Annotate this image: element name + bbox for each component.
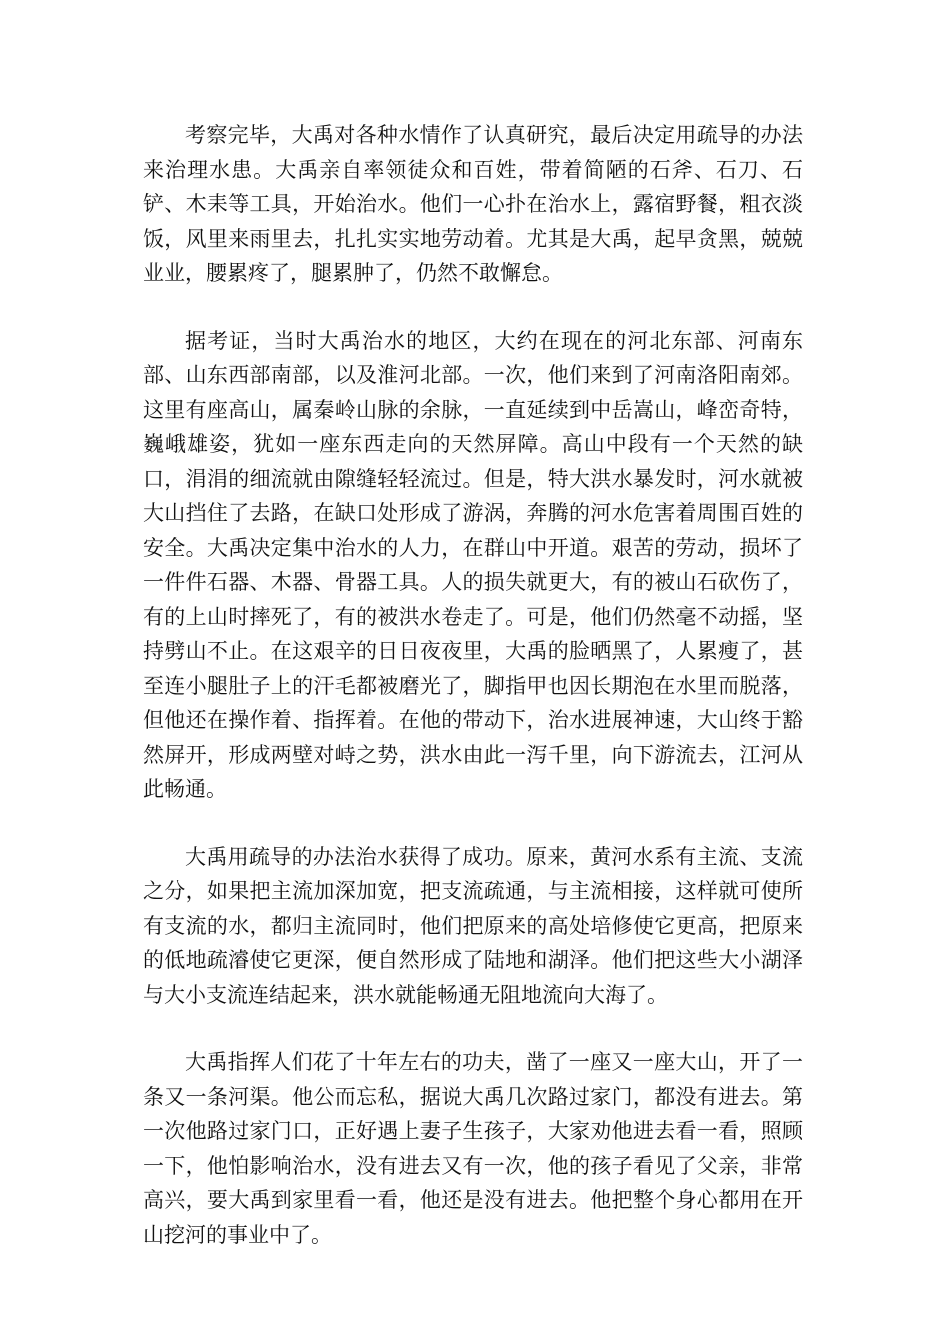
paragraph-survey-completed: 考察完毕，大禹对各种水情作了认真研究，最后决定用疏导的办法来治理水患。大禹亲自率领徒众和百姓，带着简陋的石斧、石刀、石铲、木耒等工具，开始治水。他们一心扑在治水上，露宿野餐，粗衣淡饭，风里来雨里去，扎扎实实地劳动着。尤其是大禹，起早贪黑，兢兢业业，腰累疼了，腿累肿了，仍然不敢懈怠。 <box>143 123 803 285</box>
paragraph-flood-region: 据考证，当时大禹治水的地区，大约在现在的河北东部、河南东部、山东西部南部，以及淮河北部。一次，他们来到了河南洛阳南郊。这里有座高山，属秦岭山脉的余脉，一直延续到中岳嵩山，峰峦奇特，巍峨雄姿，犹如一座东西走向的天然屏障。高山中段有一个天然的缺口，涓涓的细流就由隙缝轻轻流过。但是，特大洪水暴发时，河水就被大山挡住了去路，在缺口处形成了游涡，奔腾的河水危害着周围百姓的安全。大禹决定集中治水的人力，在群山中开道。艰苦的劳动，损坏了一件件石器、木器、骨器工具。人的损失就更大，有的被山石砍伤了，有的上山时摔死了，有的被洪水卷走了。可是，他们仍然毫不动摇，坚持劈山不止。在这艰辛的日日夜夜里，大禹的脸晒黑了，人累瘦了，甚至连小腿肚子上的汗毛都被磨光了，脚指甲也因长期泡在水里而脱落，但他还在操作着、指挥着。在他的带动下，治水进展神速，大山终于豁然屏开，形成两壁对峙之势，洪水由此一泻千里，向下游流去，江河从此畅通。 <box>143 328 803 801</box>
document-body <box>143 118 803 1252</box>
paragraph-passing-home: 大禹指挥人们花了十年左右的功夫，凿了一座又一座大山，开了一条又一条河渠。他公而忘私，据说大禹几次路过家门，都没有进去。第一次他路过家门口，正好遇上妻子生孩子，大家劝他进去看一看，照顾一下，他怕影响治水，没有进去又有一次，他的孩子看见了父亲，非常高兴，要大禹到家里看一看，他还是没有进去。他把整个身心都用在开山挖河的事业中了。 <box>143 1050 803 1247</box>
paragraph-dredging-success: 大禹用疏导的办法治水获得了成功。原来，黄河水系有主流、支流之分，如果把主流加深加宽，把支流疏通，与主流相接，这样就可使所有支流的水，都归主流同时，他们把原来的高处培修使它更高，把原来的低地疏濬使它更深，便自然形成了陆地和湖泽。他们把这些大小湖泽与大小支流连结起来，洪水就能畅通无阻地流向大海了。 <box>143 844 803 1007</box>
